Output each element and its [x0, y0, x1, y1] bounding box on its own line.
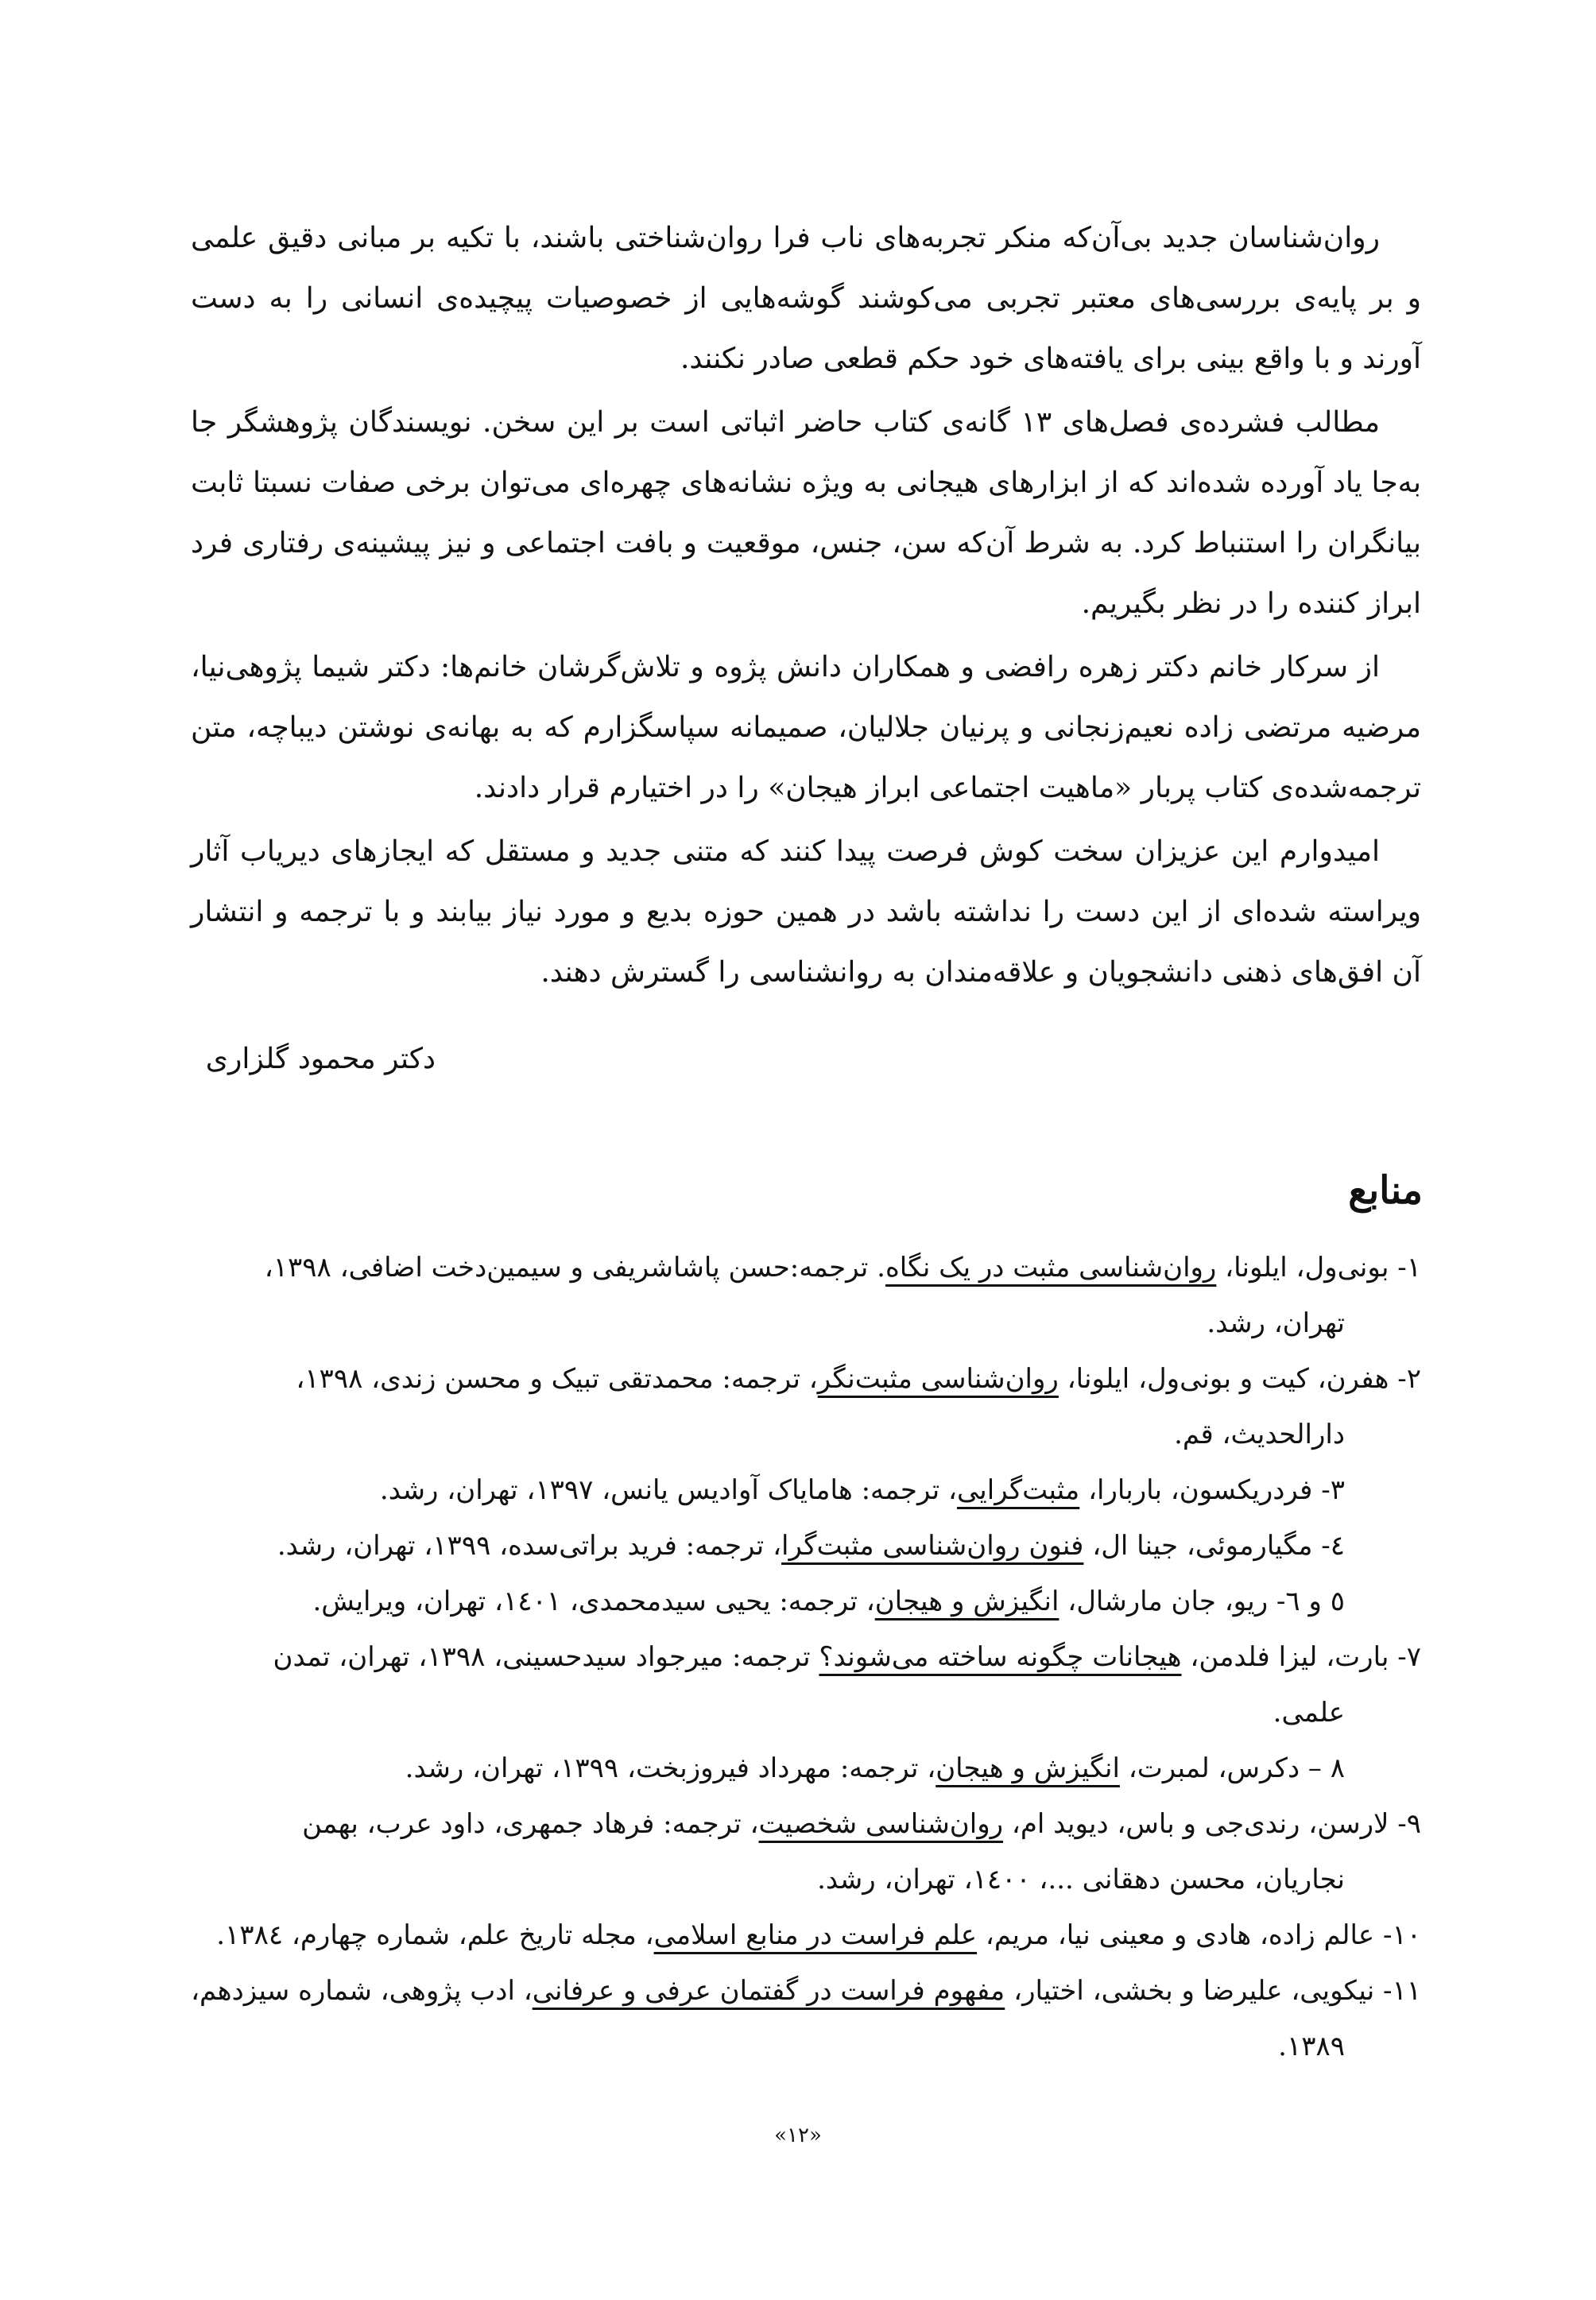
- paragraph: روان‌شناسان جدید بی‌آن‌که منکر تجربه‌های ناب فرا روان‌شناختی باشند، با تکیه بر مبانی دقیق علمی و بر پایه‌ی بررسی‌های معتبر تجربی می‌کوشند گوشه‌هایی از خصوصیات پیچیده‌ی انسانی را به دست آورند و با واقع بینی برای یافته‌های خود حکم قطعی صادر نکنند.: [191, 222, 1421, 375]
- reference-title: علم فراست در منابع اسلامی: [653, 1919, 978, 1951]
- reference-title: انگیزش و هیجان: [874, 1586, 1059, 1617]
- reference-author: ۸ – دکرس، لمبرت،: [1119, 1752, 1345, 1784]
- reference-author: ۳- فردریکسون، باربارا،: [1079, 1474, 1345, 1506]
- reference-details: ، ترجمه: فرید براتی‌سده، ۱۳۹۹، تهران، رشد.: [277, 1530, 782, 1562]
- reference-item: [191, 1740, 1421, 1796]
- reference-details: ، ترجمه: هامایاک آوادیس یانس، ۱۳۹۷، تهران، رشد.: [379, 1474, 957, 1506]
- paragraph: از سرکار خانم دکتر زهره رافضی و همکاران دانش پژوه و تلاش‌گرشان خانم‌ها: دکتر شیما پژوهی‌نیا، مرضیه مرتضی زاده نعیم‌زنجانی و پرنیان جلالیان، صمیمانه سپاسگزارم که به بهانه‌ی نوشتن دیباچه، متن ترجمه‌شده‌ی کتاب پربار «ماهیت اجتماعی ابراز هیجان» را در اختیارم قرار دادند.: [191, 651, 1421, 804]
- reference-details: ، مجله تاریخ علم، شماره چهارم، ١٣٨٤.: [216, 1919, 654, 1951]
- reference-title: فنون روان‌شناسی مثبت‌گرا: [781, 1530, 1084, 1562]
- paragraph: مطالب فشرده‌ی فصل‌های ۱۳ گانه‌ی کتاب حاضر اثباتی است بر این سخن. نویسندگان پژوهشگر جا به‌جا یاد آورده شده‌اند که از ابزارهای هیجانی به ویژه نشانه‌های چهره‌ای می‌توان برخی صفات نسبتا ثابت بیانگران را استنباط کرد. به شرط آن‌که سن، جنس، موقعیت و بافت اجتماعی و نیز پیشینه‌ی رفتاری فرد ابراز کننده را در نظر بگیریم.: [191, 406, 1421, 620]
- reference-author: ٥ و ٦- ریو، جان مارشال،: [1059, 1586, 1345, 1617]
- reference-item: [191, 1907, 1421, 1963]
- preface-body: [191, 208, 1421, 1006]
- paragraph: امیدوارم این عزیزان سخت کوش فرصت پیدا کنند که متنی جدید و مستقل که ایجازهای دیریاب آثار ویراسته شده‌ای از این دست را نداشته باشد در همین حوزه بدیع و مورد نیاز بیابند و با ترجمه و انتشار آن افق‌های ذهنی دانشجویان و علاقه‌مندان به روانشناسی را گسترش دهند.: [191, 835, 1421, 989]
- reference-author: ۲- هفرن، کیت و بونی‌ول، ایلونا،: [1058, 1363, 1421, 1395]
- reference-item: [191, 1518, 1421, 1574]
- reference-title: هیجانات چگونه ساخته می‌شوند؟: [819, 1641, 1182, 1673]
- reference-details: ، ادب پژوهی، شماره سیزدهم،: [191, 1975, 533, 2007]
- reference-item: [191, 1796, 1421, 1907]
- reference-item: [191, 1240, 1421, 1351]
- reference-continuation: علمی.: [1273, 1697, 1345, 1729]
- reference-title: انگیزش و هیجان: [936, 1752, 1120, 1784]
- reference-details: . ترجمه:حسن پاشاشریفی و سیمین‌دخت اضافی، ۱۳۹۸،: [264, 1252, 885, 1284]
- reference-title: روان‌شناسی مثبت در یک نگاه: [885, 1252, 1217, 1284]
- reference-details: ، ترجمه: یحیی سیدمحمدی، ١٤٠١، تهران، ویرایش.: [312, 1586, 875, 1617]
- reference-details: ، ترجمه: فرهاد جمهری، داود عرب، بهمن: [302, 1808, 759, 1840]
- reference-details: ترجمه: میرجواد سیدحسینی، ۱۳۹۸، تهران، تمدن: [273, 1641, 819, 1673]
- reference-item: [191, 1574, 1421, 1629]
- reference-author: ۷- بارت، لیزا فلدمن،: [1181, 1641, 1421, 1673]
- reference-item: [191, 1351, 1421, 1462]
- reference-continuation: تهران، رشد.: [1207, 1307, 1345, 1339]
- reference-continuation: نجاریان، محسن دهقانی ...، ١٤٠٠، تهران، رشد.: [817, 1864, 1345, 1895]
- page-number: «۱۲»: [774, 2124, 822, 2147]
- references-list: [191, 1240, 1421, 2074]
- reference-title: روان‌شناسی شخصیت: [758, 1808, 1004, 1840]
- reference-author: ۱- بونی‌ول، ایلونا،: [1216, 1252, 1421, 1284]
- reference-title: مفهوم فراست در گفتمان عرفی و عرفانی: [532, 1975, 1005, 2007]
- author-signature: دکتر محمود گلزاری: [205, 1043, 436, 1075]
- reference-details: ، ترجمه: محمدتقی تبیک و محسن زندی، ۱۳۹۸،: [296, 1363, 818, 1395]
- reference-item: [191, 1963, 1421, 2074]
- references-heading: منابع: [1348, 1168, 1423, 1213]
- reference-details: ، ترجمه: مهرداد فیروزبخت، ۱۳۹۹، تهران، رشد.: [405, 1752, 936, 1784]
- reference-title: روان‌شناسی مثبت‌نگر: [817, 1363, 1059, 1395]
- reference-title: مثبت‌گرایی: [956, 1474, 1080, 1506]
- reference-item: [191, 1629, 1421, 1740]
- reference-item: [191, 1462, 1421, 1518]
- reference-continuation: ۱۳۸۹.: [1278, 2031, 1345, 2062]
- reference-author: ۹- لارسن، رندی‌جی و باس، دیوید ام،: [1003, 1808, 1421, 1840]
- reference-author: ٤- مگیارموئی، جینا ال،: [1083, 1530, 1345, 1562]
- reference-continuation: دارالحدیث، قم.: [1174, 1419, 1345, 1450]
- reference-author: ۱۱- نیکویی، علیرضا و بخشی، اختیار،: [1005, 1975, 1421, 2007]
- reference-author: ۱۰- عالم زاده، هادی و معینی نیا، مریم،: [977, 1919, 1421, 1951]
